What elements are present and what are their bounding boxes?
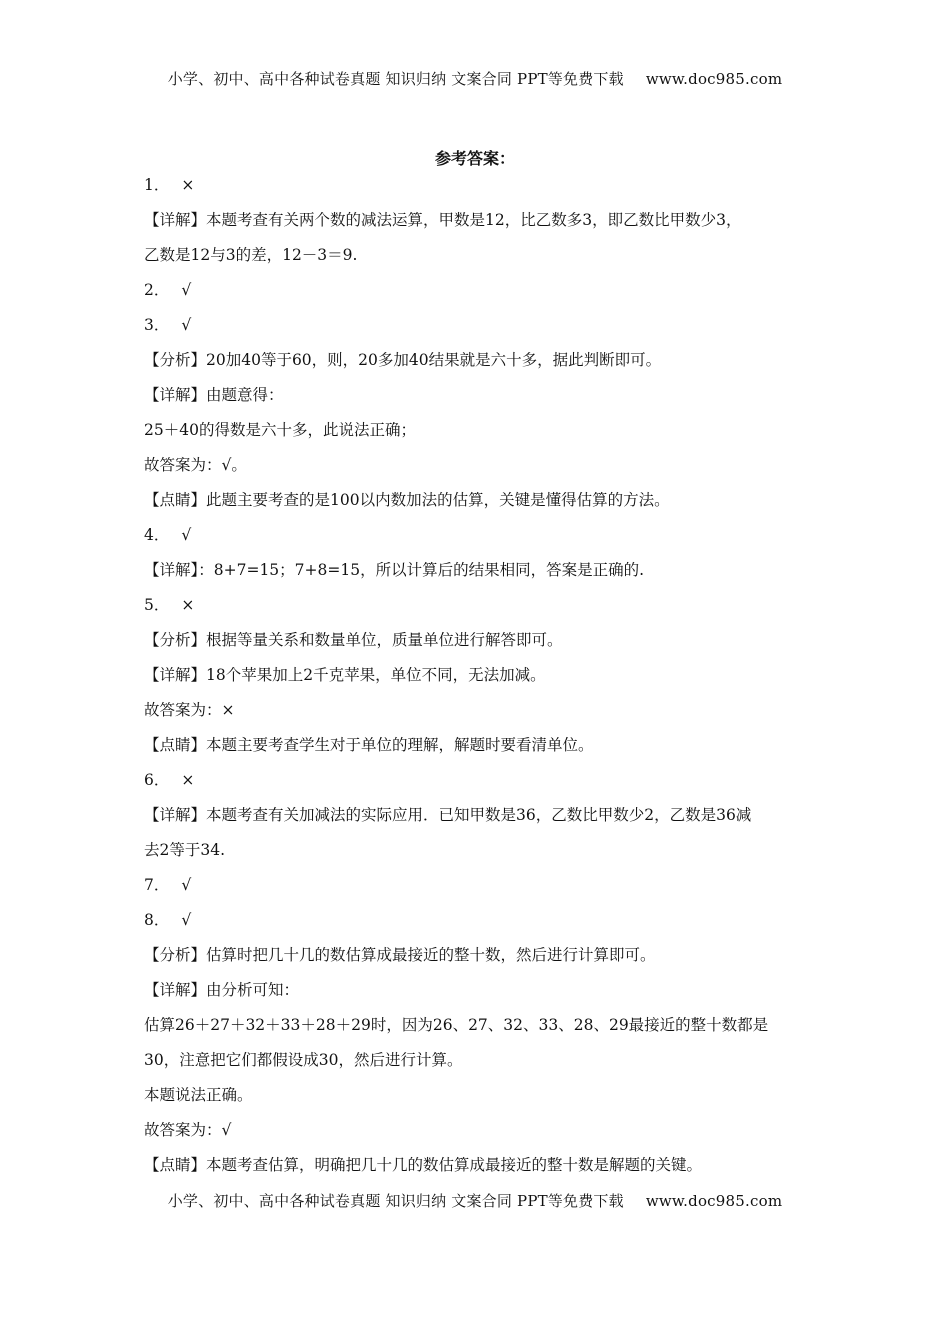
question-number: 3． <box>144 316 170 334</box>
question-number: 5． <box>144 596 170 614</box>
header-banner <box>0 68 950 89</box>
explanation-line: 【详解】18个苹果加上2千克苹果，单位不同，无法加减。 <box>144 666 546 684</box>
question-number: 2． <box>144 281 170 299</box>
explanation-line: 【详解】本题考查有关加减法的实际应用．已知甲数是36，乙数比甲数少2，乙数是36减 <box>144 806 752 824</box>
header-site-link[interactable]: www.doc985.com <box>645 70 783 88</box>
answer-item <box>144 308 812 343</box>
answer-body <box>144 168 812 1183</box>
answer-item <box>144 903 812 938</box>
answer-mark: × <box>181 596 195 614</box>
answer-item <box>144 273 812 308</box>
explanation-line: 30，注意把它们都假设成30，然后进行计算。 <box>144 1051 463 1069</box>
question-number: 4． <box>144 526 170 544</box>
explanation-line: 【详解】由题意得： <box>144 386 284 404</box>
answer-mark: × <box>181 176 195 194</box>
answer-item <box>144 518 812 553</box>
answer-mark: √ <box>181 876 192 894</box>
explanation-line: 【分析】估算时把几十几的数估算成最接近的整十数，然后进行计算即可。 <box>144 946 656 964</box>
explanation-line: 【分析】根据等量关系和数量单位，质量单位进行解答即可。 <box>144 631 563 649</box>
answer-mark: √ <box>181 281 192 299</box>
explanation-line: 去2等于34. <box>144 841 226 859</box>
question-number: 6． <box>144 771 170 789</box>
question-number: 8． <box>144 911 170 929</box>
explanation-line: 【详解】：8+7=15；7+8=15，所以计算后的结果相同，答案是正确的. <box>144 561 645 579</box>
explanation-line: 【点睛】本题考查估算，明确把几十几的数估算成最接近的整十数是解题的关键。 <box>144 1156 703 1174</box>
explanation-line: 故答案为：√。 <box>144 456 247 474</box>
answer-mark: √ <box>181 526 192 544</box>
question-number: 1． <box>144 176 170 194</box>
answer-mark: √ <box>181 911 192 929</box>
explanation-line: 【点睛】本题主要考查学生对于单位的理解，解题时要看清单位。 <box>144 736 594 754</box>
answer-item <box>144 763 812 798</box>
explanation-line: 【详解】本题考查有关两个数的减法运算，甲数是12，比乙数多3，即乙数比甲数少3， <box>144 211 742 229</box>
explanation-line: 【点睛】此题主要考查的是100以内数加法的估算，关键是懂得估算的方法。 <box>144 491 670 509</box>
explanation-line: 故答案为：× <box>144 701 235 719</box>
answer-item <box>144 168 812 203</box>
explanation-line: 【分析】20加40等于60，则，20多加40结果就是六十多，据此判断即可。 <box>144 351 662 369</box>
explanation-line: 【详解】由分析可知： <box>144 981 300 999</box>
answer-mark: × <box>181 771 195 789</box>
explanation-line: 25＋40的得数是六十多，此说法正确； <box>144 421 416 439</box>
header-banner-text: 小学、初中、高中各种试卷真题 知识归纳 文案合同 PPT等免费下载 <box>167 70 624 88</box>
question-number: 7． <box>144 876 170 894</box>
footer-banner <box>0 1190 950 1211</box>
explanation-line: 本题说法正确。 <box>144 1086 253 1104</box>
explanation-line: 故答案为：√ <box>144 1121 232 1139</box>
answer-mark: √ <box>181 316 192 334</box>
explanation-line: 估算26＋27＋32＋33＋28＋29时，因为26、27、32、33、28、29最接近的整十数都是 <box>144 1016 769 1034</box>
answer-item <box>144 868 812 903</box>
page-title: 参考答案： <box>434 149 515 168</box>
footer-banner-text: 小学、初中、高中各种试卷真题 知识归纳 文案合同 PPT等免费下载 <box>167 1192 624 1210</box>
answer-item <box>144 588 812 623</box>
footer-site-link[interactable]: www.doc985.com <box>645 1192 783 1210</box>
explanation-line: 乙数是12与3的差，12－3＝9. <box>144 246 358 264</box>
